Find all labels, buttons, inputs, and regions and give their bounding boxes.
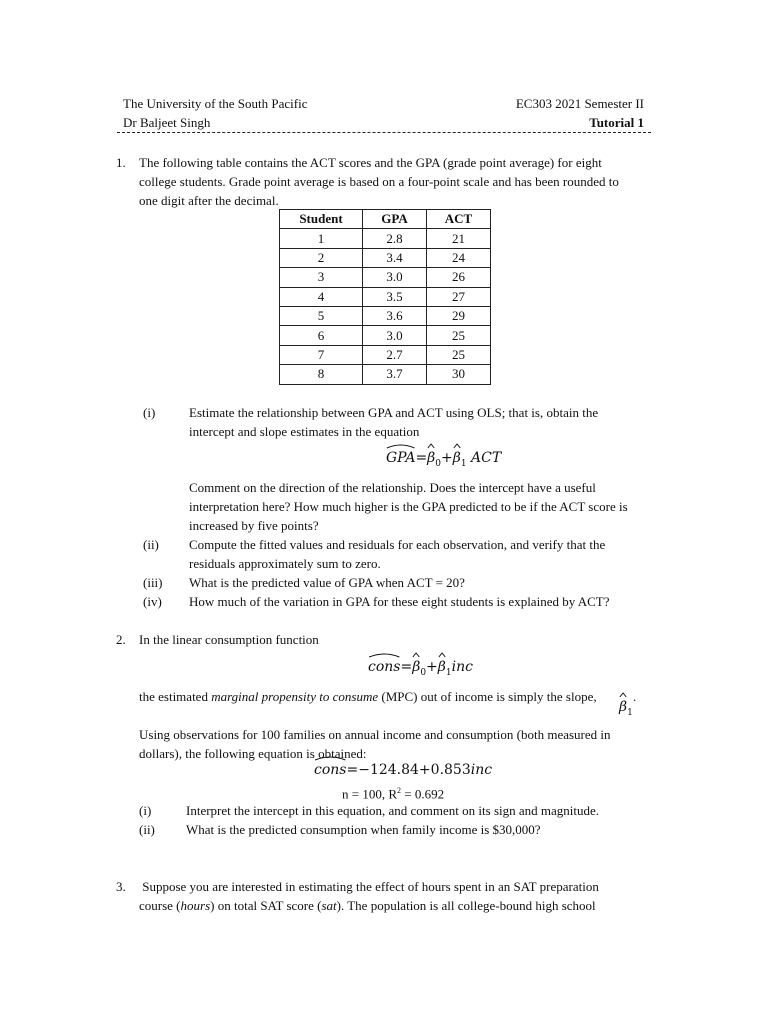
q1-part-ii-label: (ii) — [143, 537, 159, 552]
table-row — [280, 287, 491, 306]
q1-part-i-text-1: Estimate the relationship between GPA and ACT using OLS; that is, obtain the — [189, 405, 599, 420]
q3-number: 3. — [116, 879, 126, 894]
q1-part-i-comment-2: interpretation here? How much higher is the GPA predicted to be if the ACT score is — [189, 499, 628, 514]
gpa-act-table — [279, 209, 491, 385]
table-cell: 6 — [280, 326, 363, 345]
table-row — [280, 306, 491, 325]
beta-symbol: β — [619, 699, 628, 715]
regression-stats — [342, 781, 444, 803]
table-cell: 8 — [280, 365, 363, 384]
estimated-consumption-equation — [314, 762, 492, 778]
table-cell: 3.7 — [363, 365, 427, 384]
table-cell: 27 — [427, 287, 491, 306]
cons-hat — [368, 659, 400, 675]
q3-text: course ( — [139, 898, 181, 913]
q3-text: ). The population is all college-bound high school — [336, 898, 596, 913]
q2-part-i-text: Interpret the intercept in this equation, and comment on its sign and magnitude. — [186, 803, 600, 818]
q2-data-text-2: dollars), the following equation is obtained: — [139, 746, 367, 761]
table-cell: 3.5 — [363, 287, 427, 306]
table-cell: 21 — [427, 229, 491, 248]
table-cell: 3.6 — [363, 306, 427, 325]
table-cell: 26 — [427, 268, 491, 287]
q1-part-i-comment-3: increased by five points? — [189, 518, 319, 533]
table-row — [280, 345, 491, 364]
table-row — [280, 268, 491, 287]
stats-suffix: = 0.692 — [401, 786, 445, 802]
table-header: Student — [280, 210, 363, 229]
beta1-hat — [438, 659, 446, 675]
cons-hat — [314, 762, 346, 778]
table-cell: 3 — [280, 268, 363, 287]
q3-text: ) on total SAT score ( — [210, 898, 322, 913]
equation-var: inc — [470, 762, 493, 778]
tutorial-title: Tutorial 1 — [589, 115, 644, 130]
q3-sat-italic: sat — [321, 898, 337, 913]
q1-part-i-comment-1: Comment on the direction of the relationship. Does the intercept have a useful — [189, 480, 596, 495]
q3-line-2 — [139, 896, 596, 915]
equation-lhs: cons — [314, 762, 347, 778]
q2-part-i-label: (i) — [139, 803, 152, 818]
table-cell: 7 — [280, 345, 363, 364]
university-name: The University of the South Pacific — [123, 96, 308, 111]
gpa-hat — [386, 450, 415, 466]
header-divider — [117, 132, 651, 133]
q1-part-i-label: (i) — [143, 405, 156, 420]
table-cell: 3.0 — [363, 326, 427, 345]
table-cell: 3.0 — [363, 268, 427, 287]
subscript-1: 1 — [460, 458, 467, 469]
subscript-1: 1 — [445, 667, 452, 678]
beta0-hat — [412, 659, 420, 675]
q2-data-text-1: Using observations for 100 families on annual income and consumption (both measured in — [139, 727, 611, 742]
q1-intro-line-2: college students. Grade point average is based on a four-point scale and has been rounded to — [139, 174, 619, 189]
table-cell: 2.8 — [363, 229, 427, 248]
q3-hours-italic: hours — [180, 898, 211, 913]
q1-part-ii-text-1: Compute the fitted values and residuals for each observation, and verify that the — [189, 537, 606, 552]
table-cell: 2.7 — [363, 345, 427, 364]
mpc-text-after: (MPC) out of income is simply the slope, — [378, 689, 597, 704]
q1-part-iv-text: How much of the variation in GPA for these eight students is explained by ACT? — [189, 594, 610, 609]
subscript-0: 0 — [420, 667, 427, 678]
table-cell: 1 — [280, 229, 363, 248]
beta0-hat — [427, 450, 435, 466]
equation-rhs: =−124.84+0.853 — [346, 762, 471, 778]
table-cell: 4 — [280, 287, 363, 306]
table-cell: 29 — [427, 306, 491, 325]
table-row — [280, 326, 491, 345]
q2-part-ii-text: What is the predicted consumption when family income is $30,000? — [186, 822, 541, 837]
table-row — [280, 365, 491, 384]
stats-prefix: n = 100, R — [342, 786, 398, 802]
table-header-row — [280, 210, 491, 229]
equation-var: inc — [451, 659, 473, 675]
slope-period: . — [633, 689, 637, 704]
table-cell: 3.4 — [363, 248, 427, 267]
q2-mpc-text — [139, 687, 597, 706]
equation-var: ACT — [471, 450, 502, 466]
plus-sign: + — [441, 450, 453, 466]
table-cell: 2 — [280, 248, 363, 267]
gpa-regression-equation: GPA= $\beta_0+$ $\beta_1$ ACT — [386, 450, 501, 469]
q1-intro-line-3: one digit after the decimal. — [139, 193, 279, 208]
subscript-0: 0 — [435, 458, 441, 469]
beta-symbol: β — [452, 450, 461, 466]
lecturer-name: Dr Baljeet Singh — [123, 115, 211, 130]
table-cell: 5 — [280, 306, 363, 325]
beta1-hat — [453, 450, 461, 466]
slope-symbol — [619, 699, 633, 718]
beta-symbol: β — [412, 659, 421, 675]
table-header: GPA — [363, 210, 427, 229]
q2-number: 2. — [116, 632, 126, 647]
beta-symbol: β — [427, 450, 436, 466]
subscript-1: 1 — [627, 707, 633, 718]
beta1-hat — [619, 699, 627, 715]
mpc-italic: marginal propensity to consume — [211, 689, 379, 704]
q1-part-i-text-2: intercept and slope estimates in the equation — [189, 424, 420, 439]
r-squared-sup: 2 — [397, 786, 402, 795]
q1-intro-line-1: The following table contains the ACT scores and the GPA (grade point average) for eight — [139, 155, 602, 170]
table-row — [280, 229, 491, 248]
q1-part-iii-label: (iii) — [143, 575, 163, 590]
consumption-equation: cons= $\beta_0+$ $\beta_1inc$ — [368, 659, 473, 678]
table-cell: 25 — [427, 345, 491, 364]
table-cell: 30 — [427, 365, 491, 384]
plus-sign: + — [426, 659, 438, 675]
table-cell: 24 — [427, 248, 491, 267]
table-header: ACT — [427, 210, 491, 229]
q2-part-ii-label: (ii) — [139, 822, 155, 837]
course-code: EC303 2021 Semester II — [515, 96, 644, 111]
q1-number: 1. — [116, 155, 126, 170]
equation-lhs: cons — [368, 659, 401, 675]
equation-lhs: GPA — [386, 450, 416, 466]
table-row — [280, 248, 491, 267]
beta-symbol: β — [437, 659, 446, 675]
mpc-text-before: the estimated — [139, 689, 212, 704]
table-cell: 25 — [427, 326, 491, 345]
q2-intro: In the linear consumption function — [139, 632, 319, 647]
q3-line-1: Suppose you are interested in estimating the effect of hours spent in an SAT preparation — [139, 879, 599, 894]
q1-part-iv-label: (iv) — [143, 594, 162, 609]
q1-part-ii-text-2: residuals approximately sum to zero. — [189, 556, 381, 571]
q1-part-iii-text: What is the predicted value of GPA when ACT = 20? — [189, 575, 465, 590]
